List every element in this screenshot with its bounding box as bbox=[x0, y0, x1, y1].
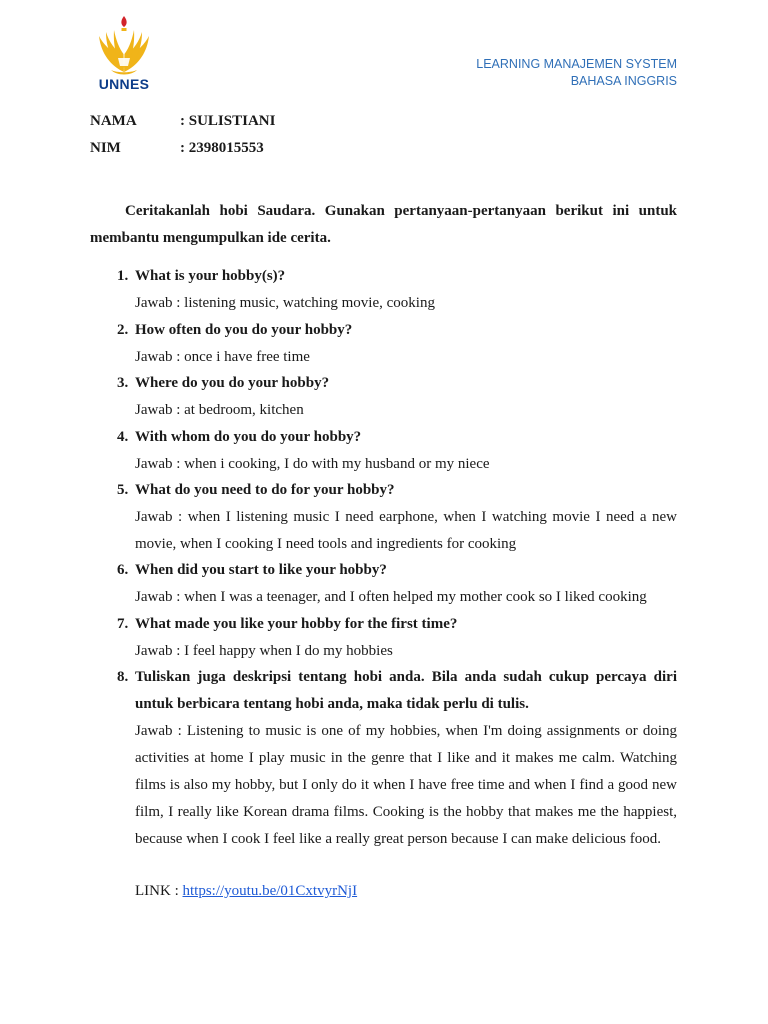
question-item bbox=[90, 263, 677, 317]
question-item bbox=[90, 317, 677, 371]
question-number: 5. bbox=[117, 482, 129, 498]
question-item bbox=[90, 424, 677, 478]
course-header-line1: LEARNING MANAJEMEN SYSTEM bbox=[476, 57, 677, 71]
unnes-emblem-icon bbox=[93, 14, 155, 78]
answer-text: Jawab : Listening to music is one of my hobbies, when I'm doing assignments or doing activities at home I play music in the genre that I like and it makes me calm. Watching films is also my hobby, but I only do it when I have free time and when I find a good new film, I really like Korean drama films. Cooking is the hobby that makes me the happiest, because when I cook I feel like a really great person because I can make delicious food. bbox=[135, 723, 677, 847]
question-item bbox=[90, 370, 677, 424]
question-number: 7. bbox=[117, 615, 129, 632]
course-header bbox=[476, 56, 677, 90]
answer-text: Jawab : when I was a teenager, and I often helped my mother cook so I liked cooking bbox=[135, 589, 647, 605]
question-number: 6. bbox=[117, 562, 129, 578]
nim-value: : 2398015553 bbox=[180, 140, 264, 156]
answer-text: Jawab : once i have free time bbox=[135, 348, 310, 365]
course-header-line2: BAHASA INGGRIS bbox=[570, 74, 677, 88]
question-text: Where do you do your hobby? bbox=[135, 375, 330, 391]
nim-row bbox=[90, 135, 275, 162]
question-text: With whom do you do your hobby? bbox=[135, 428, 362, 445]
question-text: What do you need to do for your hobby? bbox=[135, 482, 395, 498]
student-identity bbox=[90, 108, 275, 162]
intro-paragraph: Ceritakanlah hobi Saudara. Gunakan pertanyaan-pertanyaan berikut ini untuk membantu mengumpulkan ide cerita. bbox=[90, 203, 677, 246]
link-label: LINK : bbox=[135, 883, 183, 899]
question-item bbox=[90, 557, 677, 611]
question-list bbox=[90, 263, 677, 853]
question-item bbox=[90, 611, 677, 665]
answer-text: Jawab : when i cooking, I do with my husband or my niece bbox=[135, 455, 490, 472]
name-value: : SULISTIANI bbox=[180, 113, 276, 129]
unnes-logo bbox=[93, 14, 155, 98]
logo-wordmark: UNNES bbox=[98, 76, 150, 92]
question-number: 4. bbox=[117, 428, 129, 445]
video-link-line bbox=[135, 878, 357, 905]
youtube-link[interactable]: https://youtu.be/01CxtvyrNjI bbox=[182, 883, 358, 899]
question-number: 3. bbox=[117, 375, 129, 391]
question-text: When did you start to like your hobby? bbox=[135, 562, 387, 578]
question-number: 2. bbox=[117, 321, 129, 338]
answer-text: Jawab : when I listening music I need earphone, when I watching movie I need a new movie, when I cooking I need tools and ingredients for cooking bbox=[135, 509, 677, 552]
question-text: What made you like your hobby for the first time? bbox=[135, 615, 458, 632]
question-number: 8. bbox=[117, 669, 129, 685]
question-number: 1. bbox=[117, 268, 129, 284]
name-row bbox=[90, 108, 275, 135]
answer-text: Jawab : at bedroom, kitchen bbox=[135, 402, 304, 418]
answer-text: Jawab : listening music, watching movie, cooking bbox=[135, 295, 435, 311]
nim-label: NIM bbox=[90, 140, 121, 156]
question-text: Tuliskan juga deskripsi tentang hobi anda. Bila anda sudah cukup percaya diri untuk berbicara tentang hobi anda, maka tidak perlu di tulis. bbox=[135, 669, 677, 712]
name-label: NAMA bbox=[90, 113, 137, 129]
question-text: How often do you do your hobby? bbox=[135, 321, 353, 338]
question-text: What is your hobby(s)? bbox=[135, 268, 286, 284]
question-item bbox=[90, 477, 677, 557]
question-item bbox=[90, 664, 677, 853]
answer-text: Jawab : I feel happy when I do my hobbies bbox=[135, 642, 393, 659]
